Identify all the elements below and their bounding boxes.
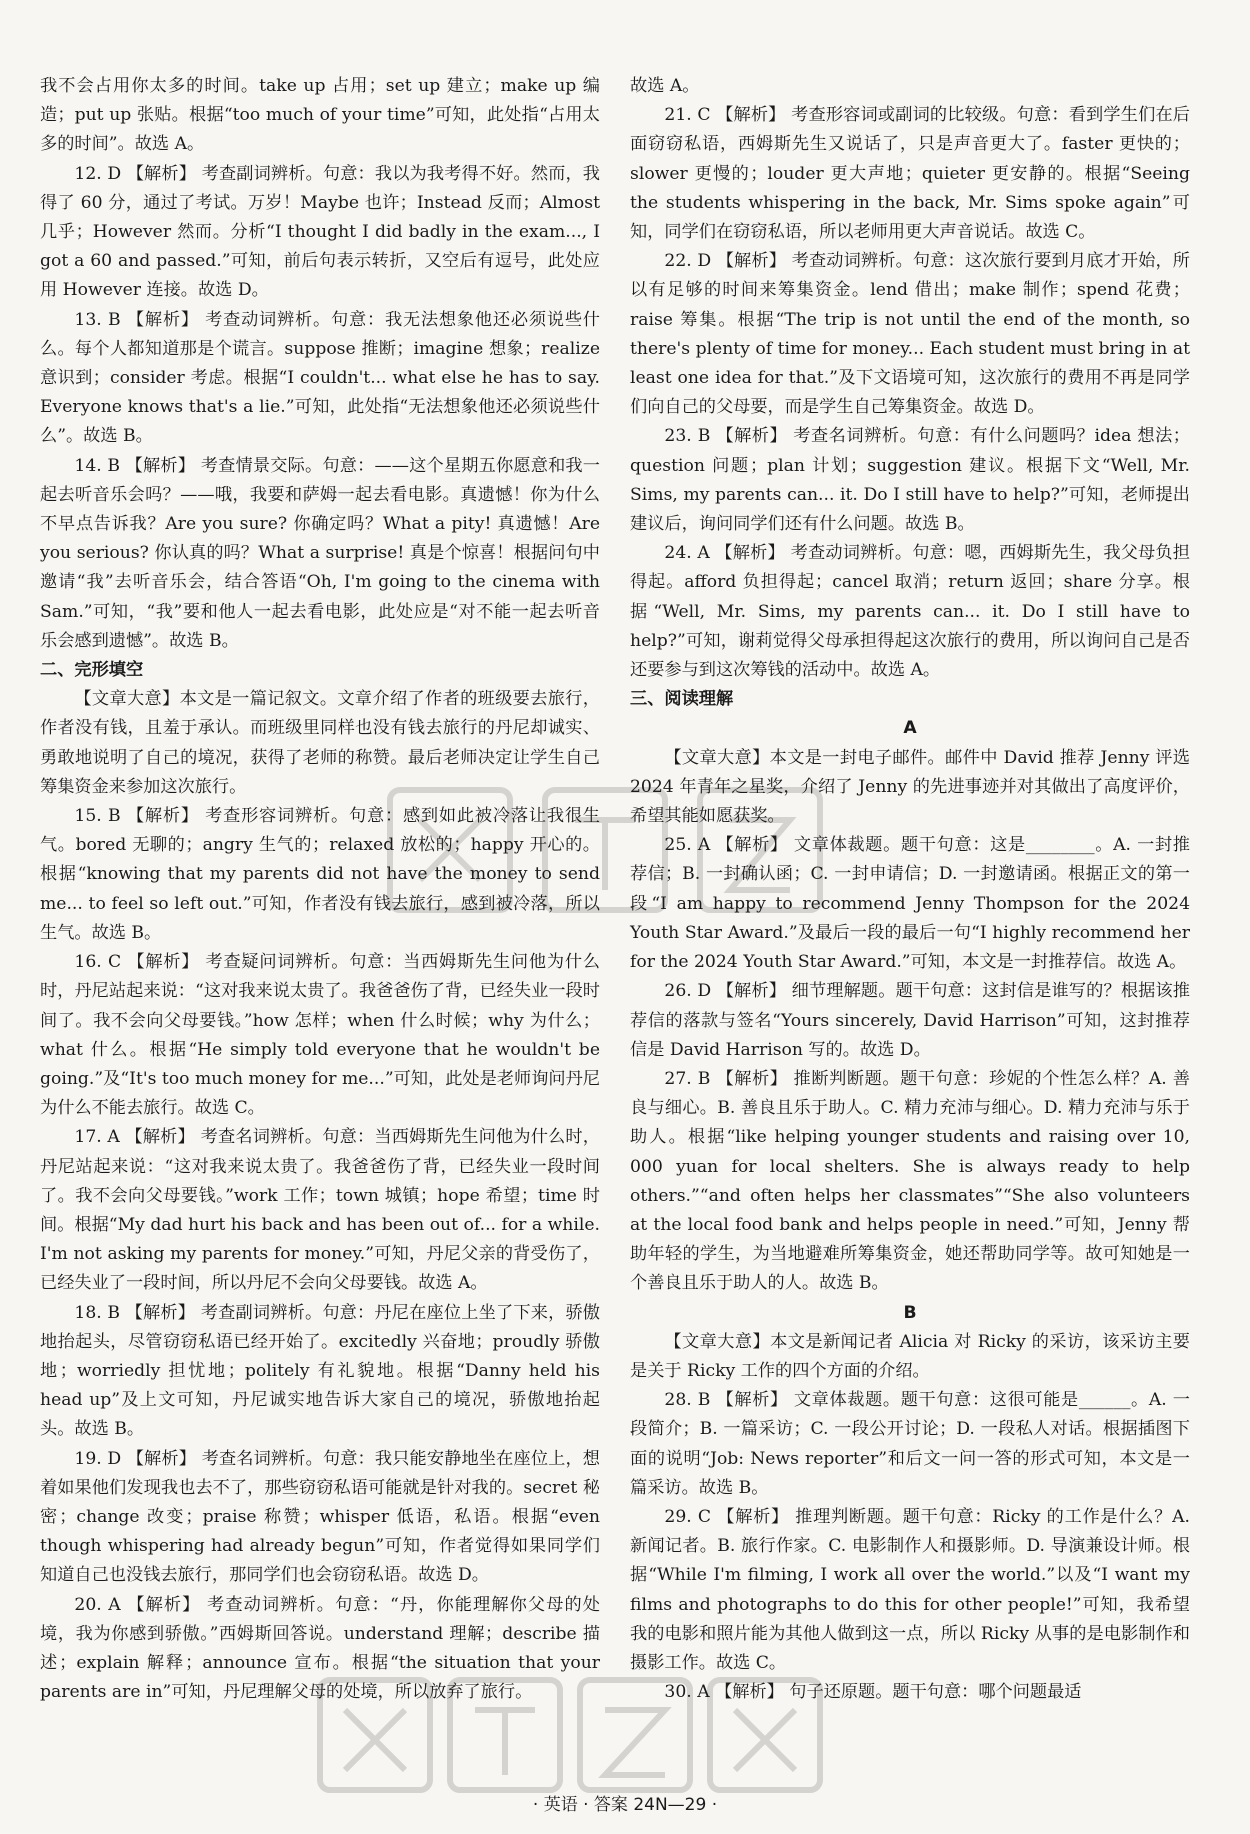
answer-paragraph: 15. B 【解析】 考查形容词辨析。句意：感到如此被冷落让我很生气。bored 无聊的；angry 生气的；relaxed 放松的；happy 开心的。根据“knowing that my parents did not have the money to send me... to feel so left out.”可知，作者没有钱去旅行，感到被冷落，所以生气。故选 B。 xyxy=(40,806,600,943)
answer-paragraph: 16. C 【解析】 考查疑问词辨析。句意：当西姆斯先生问他为什么时，丹尼站起来说：“这对我来说太贵了。我爸爸伤了背，已经失业一段时间了。我不会向父母要钱。”how 怎样；when 什么时候；why 为什么；what 什么。根据“He simply told everyone that he wouldn't be going.”及“It's too much money for me...”可知，此处是老师询问丹尼为什么不能去旅行。故选 C。 xyxy=(40,952,600,1119)
section-heading: 三、阅读理解 xyxy=(630,689,734,710)
watermark-stamp-icon xyxy=(380,770,830,930)
answer-paragraph: 25. A 【解析】 文章体裁题。题干句意：这是________。A. 一封推荐信；B. 一封确认函；C. 一封申请信；D. 一封邀请函。根据正文的第一段“I am happy to recommend Jenny Thompson for the 2024 Youth Star Award.”及最后一段的最后一句“I highly recommend her for the 2024 Youth Star Award.”可知，本文是一封推荐信。故选 A。 xyxy=(630,835,1190,973)
answer-paragraph: 12. D 【解析】 考查副词辨析。句意：我以为我考得不好。然而，我得了 60 分，通过了考试。万岁！Maybe 也许；Instead 反而；Almost 几乎；However 然而。分析“I thought I did badly in the exam..., I got a 60 and passed.”可知，前后句表示转折，又空后有逗号，此处应用 However 连接。故选 D。 xyxy=(40,163,600,301)
answer-paragraph: 23. B 【解析】 考查名词辨析。句意：有什么问题吗？idea 想法；question 问题；plan 计划；suggestion 建议。根据下文“Well, Mr. Sims, my parents can... it. Do I still have to help?”可知，老师提出建议后，询问同学们还有什么问题。故选 B。 xyxy=(630,426,1190,535)
answer-paragraph: 27. B 【解析】 推断判断题。题干句意：珍妮的个性怎么样？A. 善良与细心。B. 善良且乐于助人。C. 精力充沛与细心。D. 精力充沛与乐于助人。根据“like helping younger students and raising over 10, 000 yuan for local shelters. She is always ready to help others.”“and often helps her classmates”“She also volunteers at the local food bank and helps people in need.”可知，Jenny 帮助年轻的学生，为当地避难所筹集资金，她还帮助同学等。故可知她是一个善良且乐于助人的人。故选 B。 xyxy=(630,1068,1190,1294)
answer-paragraph: 17. A 【解析】 考查名词辨析。句意：当西姆斯先生问他为什么时，丹尼站起来说：“这对我来说太贵了。我爸爸伤了背，已经失业一段时间了。我不会向父母要钱。”work 工作；town 城镇；hope 希望；time 时间。根据“My dad hurt his back and has been out of... for a while. I'm not asking my parents for money.”可知，丹尼父亲的背受伤了，已经失业了一段时间，所以丹尼不会向父母要钱。故选 A。 xyxy=(40,1127,600,1294)
answer-paragraph: 20. A 【解析】 考查动词辨析。句意：“丹，你能理解你父母的处境，我为你感到骄傲。”西姆斯回答说。understand 理解；describe 描述；explain 解释；announce 宣布。根据“the situation that your parents are in”可知，丹尼理解父母的处境，所以放弃了旅行。 xyxy=(40,1594,600,1703)
answer-paragraph: 【文章大意】本文是一封电子邮件。邮件中 David 推荐 Jenny 评选 2024 年青年之星奖，介绍了 Jenny 的先进事迹并对其做出了高度评价，希望其能如愿获奖。 xyxy=(630,747,1190,827)
page-footer: · 英语 · 答案 24N—29 · xyxy=(532,1795,718,1815)
answer-paragraph: 29. C 【解析】 推理判断题。题干句意：Ricky 的工作是什么？A. 新闻记者。B. 旅行作家。C. 电影制作人和摄影师。D. 导演兼设计师。根据“While I'm filming, I work all over the world.”以及“I want my films and photographs to do this for other people!”可知，我希望我的电影和照片能为其他人做到这一点，所以 Ricky 从事的是电影制作和摄影工作。故选 C。 xyxy=(630,1506,1190,1673)
answer-paragraph: 我不会占用你太多的时间。take up 占用；set up 建立；make up 编造；put up 张贴。根据“too much of your time”可知，此处指“占用太多的时间”。故选 A。 xyxy=(40,76,600,155)
section-heading: B xyxy=(903,1302,917,1323)
answer-paragraph: 22. D 【解析】 考查动词辨析。句意：这次旅行要到月底才开始，所以有足够的时间来筹集资金。lend 借出；make 制作；spend 花费；raise 筹集。根据“The trip is not until the end of the month, so there's plenty of time for money... Each student must bring in at least one idea for that.”及下文语境可知，这次旅行的费用不再是同学们向自己的父母要，而是学生自己筹集资金。故选 D。 xyxy=(630,251,1190,418)
answer-paragraph: 24. A 【解析】 考查动词辨析。句意：嗯，西姆斯先生，我父母负担得起。afford 负担得起；cancel 取消；return 返回；share 分享。根据“Well, Mr. Sims, my parents can... it. Do I still have to help?”可知，谢莉觉得父母承担得起这次旅行的费用，所以询问自己是否还要参与到这次筹钱的活动中。故选 A。 xyxy=(630,543,1190,681)
answer-paragraph: 26. D 【解析】 细节理解题。题干句意：这封信是谁写的？根据该推荐信的落款与签名“Yours sincerely, David Harrison”可知，这封推荐信是 David Harrison 写的。故选 D。 xyxy=(630,981,1190,1060)
section-heading: A xyxy=(903,718,917,739)
answer-paragraph: 【文章大意】本文是新闻记者 Alicia 对 Ricky 的采访，该采访主要是关于 Ricky 工作的四个方面的介绍。 xyxy=(630,1331,1190,1381)
section-heading: 二、完形填空 xyxy=(40,660,144,681)
answer-paragraph: 30. A 【解析】 句子还原题。题干句意：哪个问题最适 xyxy=(664,1682,1082,1703)
answer-paragraph: 13. B 【解析】 考查动词辨析。句意：我无法想象他还必须说些什么。每个人都知道那是个谎言。suppose 推断；imagine 想象；realize 意识到；consider 考虑。根据“I couldn't... what else he has to say. Everyone knows that's a lie.”可知，此处指“无法想象他还必须说些什么”。故选 B。 xyxy=(40,309,600,447)
answer-paragraph: 故选 A。 xyxy=(630,76,700,96)
answer-paragraph: 18. B 【解析】 考查副词辨析。句意：丹尼在座位上坐了下来，骄傲地抬起头，尽管窃窃私语已经开始了。excitedly 兴奋地；proudly 骄傲地；worriedly 担忧地；politely 有礼貌地。根据“Danny held his head up”及上文可知，丹尼诚实地告诉大家自己的境况，骄傲地抬起头。故选 B。 xyxy=(40,1302,600,1440)
answer-paragraph: 14. B 【解析】 考查情景交际。句意：——这个星期五你愿意和我一起去听音乐会吗？——哦，我要和萨姆一起去看电影。真遗憾！你为什么不早点告诉我？Are you sure? 你确定吗？What a pity! 真遗憾！Are you serious? 你认真的吗？What a surprise! 真是个惊喜！根据问句中邀请“我”去听音乐会，结合答语“Oh, I'm going to the cinema with Sam.”可知，“我”要和他人一起去看电影，此处应是“对不能一起去听音乐会感到遗憾”。故选 B。 xyxy=(40,455,600,651)
answer-paragraph: 【文章大意】本文是一篇记叙文。文章介绍了作者的班级要去旅行，作者没有钱，且羞于承认。而班级里同样也没有钱去旅行的丹尼却诚实、勇敢地说明了自己的境况，获得了老师的称赞。最后老师决定让学生自己筹集资金来参加这次旅行。 xyxy=(40,689,600,797)
answer-paragraph: 19. D 【解析】 考查名词辨析。句意：我只能安静地坐在座位上，想着如果他们发现我也去不了，那些窃窃私语可能就是针对我的。secret 秘密；change 改变；praise 称赞；whisper 低语，私语。根据“even though whispering had already begun”可知，作者觉得如果同学们知道自己也没钱去旅行，那同学们也会窃窃私语。故选 D。 xyxy=(40,1448,600,1586)
answer-paragraph: 21. C 【解析】 考查形容词或副词的比较级。句意：看到学生们在后面窃窃私语，西姆斯先生又说话了，只是声音更大了。faster 更快的；slower 更慢的；louder 更大声地；quieter 更安静的。根据“Seeing the students whispering in the back, Mr. Sims spoke again”可知，同学们在窃窃私语，所以老师用更大声音说话。故选 C。 xyxy=(630,105,1190,243)
watermark-stamp-icon-bottom xyxy=(310,1665,830,1805)
answer-paragraph: 28. B 【解析】 文章体裁题。题干句意：这很可能是______。A. 一段简介；B. 一篇采访；C. 一段公开讨论；D. 一段私人对话。根据插图下面的说明“Job: News reporter”和后文一问一答的形式可知，本文是一篇采访。故选 B。 xyxy=(630,1390,1190,1498)
